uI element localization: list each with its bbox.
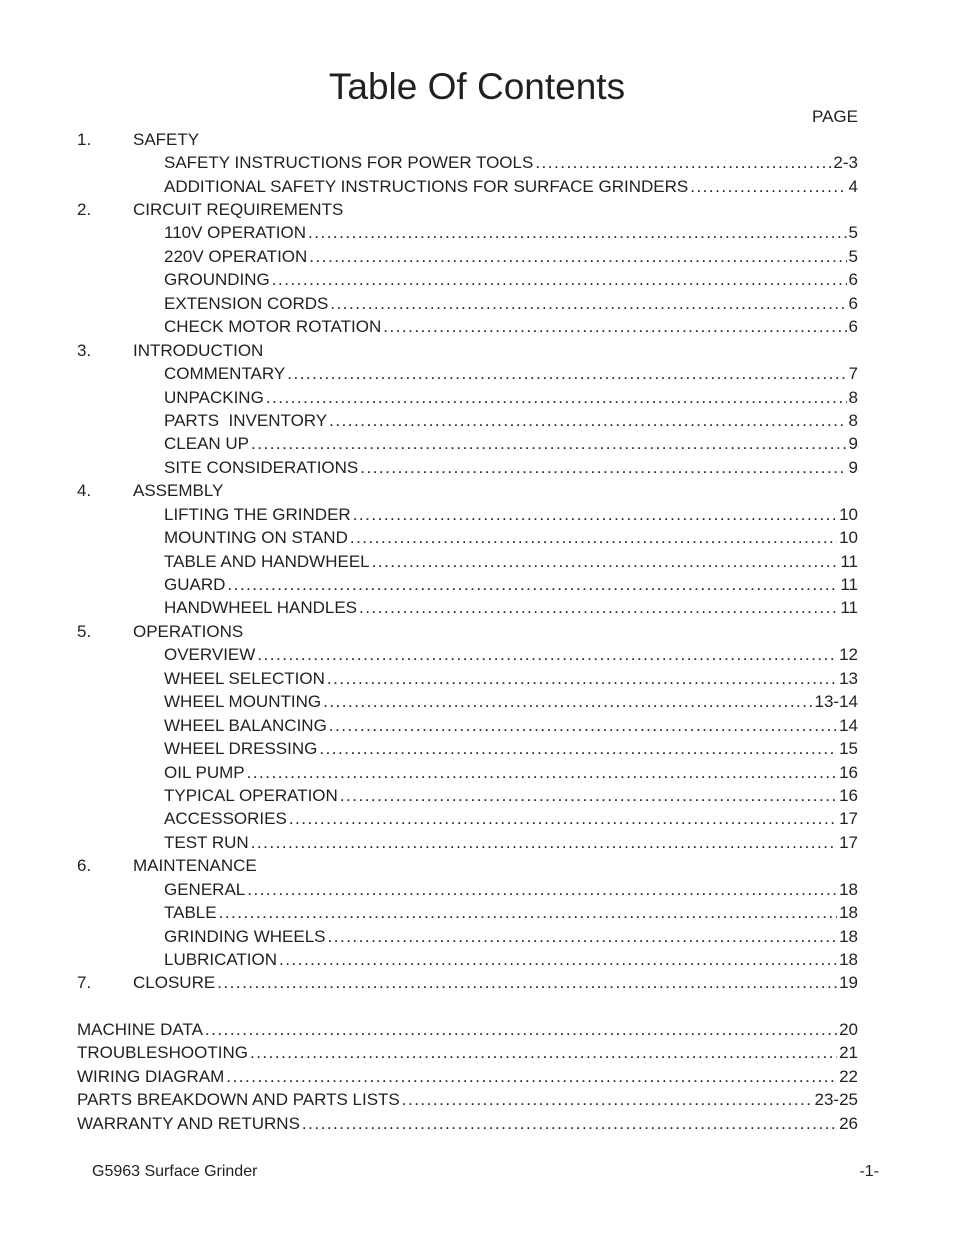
toc-entry[interactable] [77, 526, 858, 549]
entry-label: UNPACKING [164, 387, 264, 407]
dot-leader [309, 247, 846, 267]
dot-leader [302, 1114, 837, 1134]
entry-label: GUARD [164, 575, 226, 595]
entry-page: 6 [848, 270, 858, 290]
entry-label: OIL PUMP [164, 762, 245, 782]
entry-page: 20 [839, 1019, 858, 1039]
entry-label: EXTENSION CORDS [164, 293, 329, 313]
entry-page: 2-3 [833, 153, 858, 173]
section-title: ASSEMBLY [133, 481, 224, 501]
entry-label: GRINDING WHEELS [164, 926, 326, 946]
dot-leader [383, 317, 846, 337]
entry-page: 10 [839, 504, 858, 524]
toc-entry[interactable] [77, 761, 858, 784]
toc-entry[interactable] [77, 691, 858, 714]
dot-leader [323, 692, 812, 712]
toc-entry[interactable] [77, 222, 858, 245]
section-number: 6. [77, 856, 92, 876]
entry-page: 4 [848, 176, 858, 196]
entry-label: TYPICAL OPERATION [164, 785, 338, 805]
toc-entry[interactable] [77, 948, 858, 971]
dot-leader [328, 927, 838, 947]
toc-entry[interactable] [77, 925, 858, 948]
toc-entry[interactable] [77, 456, 858, 479]
entry-label: LUBRICATION [164, 950, 278, 970]
appendix-entry[interactable] [77, 1018, 858, 1041]
dot-leader [266, 388, 847, 408]
entry-label: WHEEL DRESSING [164, 739, 318, 759]
spacer [77, 995, 858, 1018]
entry-page: 15 [839, 739, 858, 759]
entry-page: 21 [839, 1043, 858, 1063]
entry-page: 5 [848, 223, 858, 243]
entry-page: 8 [848, 387, 858, 407]
dot-leader [319, 739, 837, 759]
dot-leader [330, 294, 846, 314]
toc-entry[interactable] [77, 644, 858, 667]
dot-leader [205, 1020, 837, 1040]
entry-label: TROUBLESHOOTING [77, 1043, 248, 1063]
entry-label: CLEAN UP [164, 434, 250, 454]
dot-leader [308, 223, 847, 243]
dot-leader [257, 645, 837, 665]
entry-label: PARTS BREAKDOWN AND PARTS LISTS [77, 1090, 400, 1110]
appendix-entry[interactable] [77, 1042, 858, 1065]
entry-page: 11 [840, 575, 858, 595]
toc-entry[interactable] [77, 386, 858, 409]
entry-page: 23-25 [814, 1090, 858, 1110]
entry-page: 8 [848, 410, 858, 430]
appendix-entry[interactable] [77, 1065, 858, 1088]
entry-label: MACHINE DATA [77, 1019, 203, 1039]
entry-page: 13 [839, 668, 858, 688]
dot-leader [251, 434, 847, 454]
section-number: 2. [77, 200, 92, 220]
toc-entry[interactable] [77, 269, 858, 292]
entry-page: 13-14 [814, 692, 858, 712]
entry-label: WARRANTY AND RETURNS [77, 1113, 300, 1133]
dot-leader [690, 177, 846, 197]
footer-page-number: -1- [859, 1163, 879, 1180]
entry-page: 11 [840, 551, 858, 571]
entry-page: 11 [840, 598, 858, 618]
entry-label: TABLE AND HANDWHEEL [164, 551, 370, 571]
entry-label: TABLE [164, 903, 217, 923]
dot-leader [327, 669, 837, 689]
entry-label: WHEEL MOUNTING [164, 692, 322, 712]
section-title: INTRODUCTION [133, 340, 264, 360]
entry-page: 18 [839, 903, 858, 923]
section-number: 5. [77, 621, 92, 641]
section-title: CIRCUIT REQUIREMENTS [133, 200, 344, 220]
dot-leader [250, 1043, 837, 1063]
entry-page: 6 [848, 293, 858, 313]
section-number: 3. [77, 340, 92, 360]
toc-entry[interactable] [77, 292, 858, 315]
dot-leader [359, 598, 838, 618]
section-row[interactable] [77, 198, 858, 221]
page-column-header: PAGE [812, 107, 858, 126]
section-page: 19 [839, 973, 858, 993]
entry-page: 16 [839, 785, 858, 805]
dot-leader [219, 903, 837, 923]
dot-leader [329, 716, 837, 736]
entry-page: 22 [839, 1066, 858, 1086]
footer-document-title: G5963 Surface Grinder [92, 1163, 258, 1180]
section-title: OPERATIONS [133, 621, 244, 641]
table-of-contents [77, 128, 858, 1135]
entry-page: 12 [839, 645, 858, 665]
dot-leader [287, 364, 846, 384]
dot-leader [217, 973, 837, 993]
toc-entry[interactable] [77, 737, 858, 760]
dot-leader [289, 809, 837, 829]
toc-entry[interactable] [77, 409, 858, 432]
section-row[interactable] [77, 480, 858, 503]
section-number: 7. [77, 973, 92, 993]
entry-page: 18 [839, 950, 858, 970]
dot-leader [247, 763, 837, 783]
entry-label: WIRING DIAGRAM [77, 1066, 225, 1086]
toc-entry[interactable] [77, 433, 858, 456]
toc-entry[interactable] [77, 503, 858, 526]
entry-page: 5 [848, 246, 858, 266]
entry-label: PARTS INVENTORY [164, 410, 328, 430]
entry-page: 16 [839, 762, 858, 782]
toc-entry[interactable] [77, 878, 858, 901]
section-number: 1. [77, 129, 92, 149]
dot-leader [360, 458, 846, 478]
entry-label: ADDITIONAL SAFETY INSTRUCTIONS FOR SURFACE GRINDERS [164, 176, 689, 196]
entry-label: ACCESSORIES [164, 809, 287, 829]
entry-label: MOUNTING ON STAND [164, 528, 348, 548]
section-title: CLOSURE [133, 973, 216, 993]
dot-leader [247, 880, 837, 900]
dot-leader [340, 786, 837, 806]
entry-page: 18 [839, 879, 858, 899]
entry-page: 7 [848, 364, 858, 384]
section-title: MAINTENANCE [133, 856, 257, 876]
dot-leader [272, 270, 847, 290]
entry-label: SITE CONSIDERATIONS [164, 457, 359, 477]
entry-label: HANDWHEEL HANDLES [164, 598, 358, 618]
entry-page: 17 [839, 809, 858, 829]
toc-entry[interactable] [77, 573, 858, 596]
entry-label: TEST RUN [164, 832, 249, 852]
dot-leader [251, 833, 837, 853]
entry-page: 6 [848, 317, 858, 337]
entry-page: 9 [848, 434, 858, 454]
toc-entry[interactable] [77, 597, 858, 620]
dot-leader [402, 1090, 813, 1110]
dot-leader [353, 505, 837, 525]
page-title: Table Of Contents [328, 66, 626, 107]
entry-page: 10 [839, 528, 858, 548]
entry-label: CHECK MOTOR ROTATION [164, 317, 382, 337]
section-row[interactable] [77, 972, 858, 995]
appendix-entry[interactable] [77, 1112, 858, 1135]
toc-entry[interactable] [77, 362, 858, 385]
section-number: 4. [77, 481, 92, 501]
section-title: SAFETY [133, 129, 200, 149]
entry-label: COMMENTARY [164, 364, 286, 384]
entry-page: 9 [848, 457, 858, 477]
entry-label: WHEEL BALANCING [164, 715, 327, 735]
dot-leader [350, 528, 837, 548]
toc-entry[interactable] [77, 808, 858, 831]
dot-leader [279, 950, 837, 970]
entry-page: 14 [839, 715, 858, 735]
entry-label: WHEEL SELECTION [164, 668, 325, 688]
entry-label: OVERVIEW [164, 645, 256, 665]
dot-leader [372, 552, 839, 572]
section-row[interactable] [77, 620, 858, 643]
toc-entry[interactable] [77, 550, 858, 573]
dot-leader [226, 1067, 837, 1087]
entry-label: GENERAL [164, 879, 246, 899]
entry-page: 18 [839, 926, 858, 946]
entry-label: GROUNDING [164, 270, 270, 290]
toc-entry[interactable] [77, 175, 858, 198]
section-row[interactable] [77, 128, 858, 151]
appendix-entry[interactable] [77, 1089, 858, 1112]
toc-entry[interactable] [77, 784, 858, 807]
entry-page: 17 [839, 832, 858, 852]
entry-label: LIFTING THE GRINDER [164, 504, 351, 524]
section-row[interactable] [77, 339, 858, 362]
toc-entry[interactable] [77, 667, 858, 690]
dot-leader [535, 153, 831, 173]
toc-entry[interactable] [77, 714, 858, 737]
entry-page: 26 [839, 1113, 858, 1133]
section-row[interactable] [77, 855, 858, 878]
dot-leader [227, 575, 838, 595]
entry-label: 110V OPERATION [164, 223, 307, 243]
toc-entry[interactable] [77, 245, 858, 268]
entry-label: 220V OPERATION [164, 246, 308, 266]
toc-entry[interactable] [77, 901, 858, 924]
toc-entry[interactable] [77, 831, 858, 854]
toc-entry[interactable] [77, 316, 858, 339]
dot-leader [329, 411, 846, 431]
entry-label: SAFETY INSTRUCTIONS FOR POWER TOOLS [164, 153, 534, 173]
toc-entry[interactable] [77, 151, 858, 174]
